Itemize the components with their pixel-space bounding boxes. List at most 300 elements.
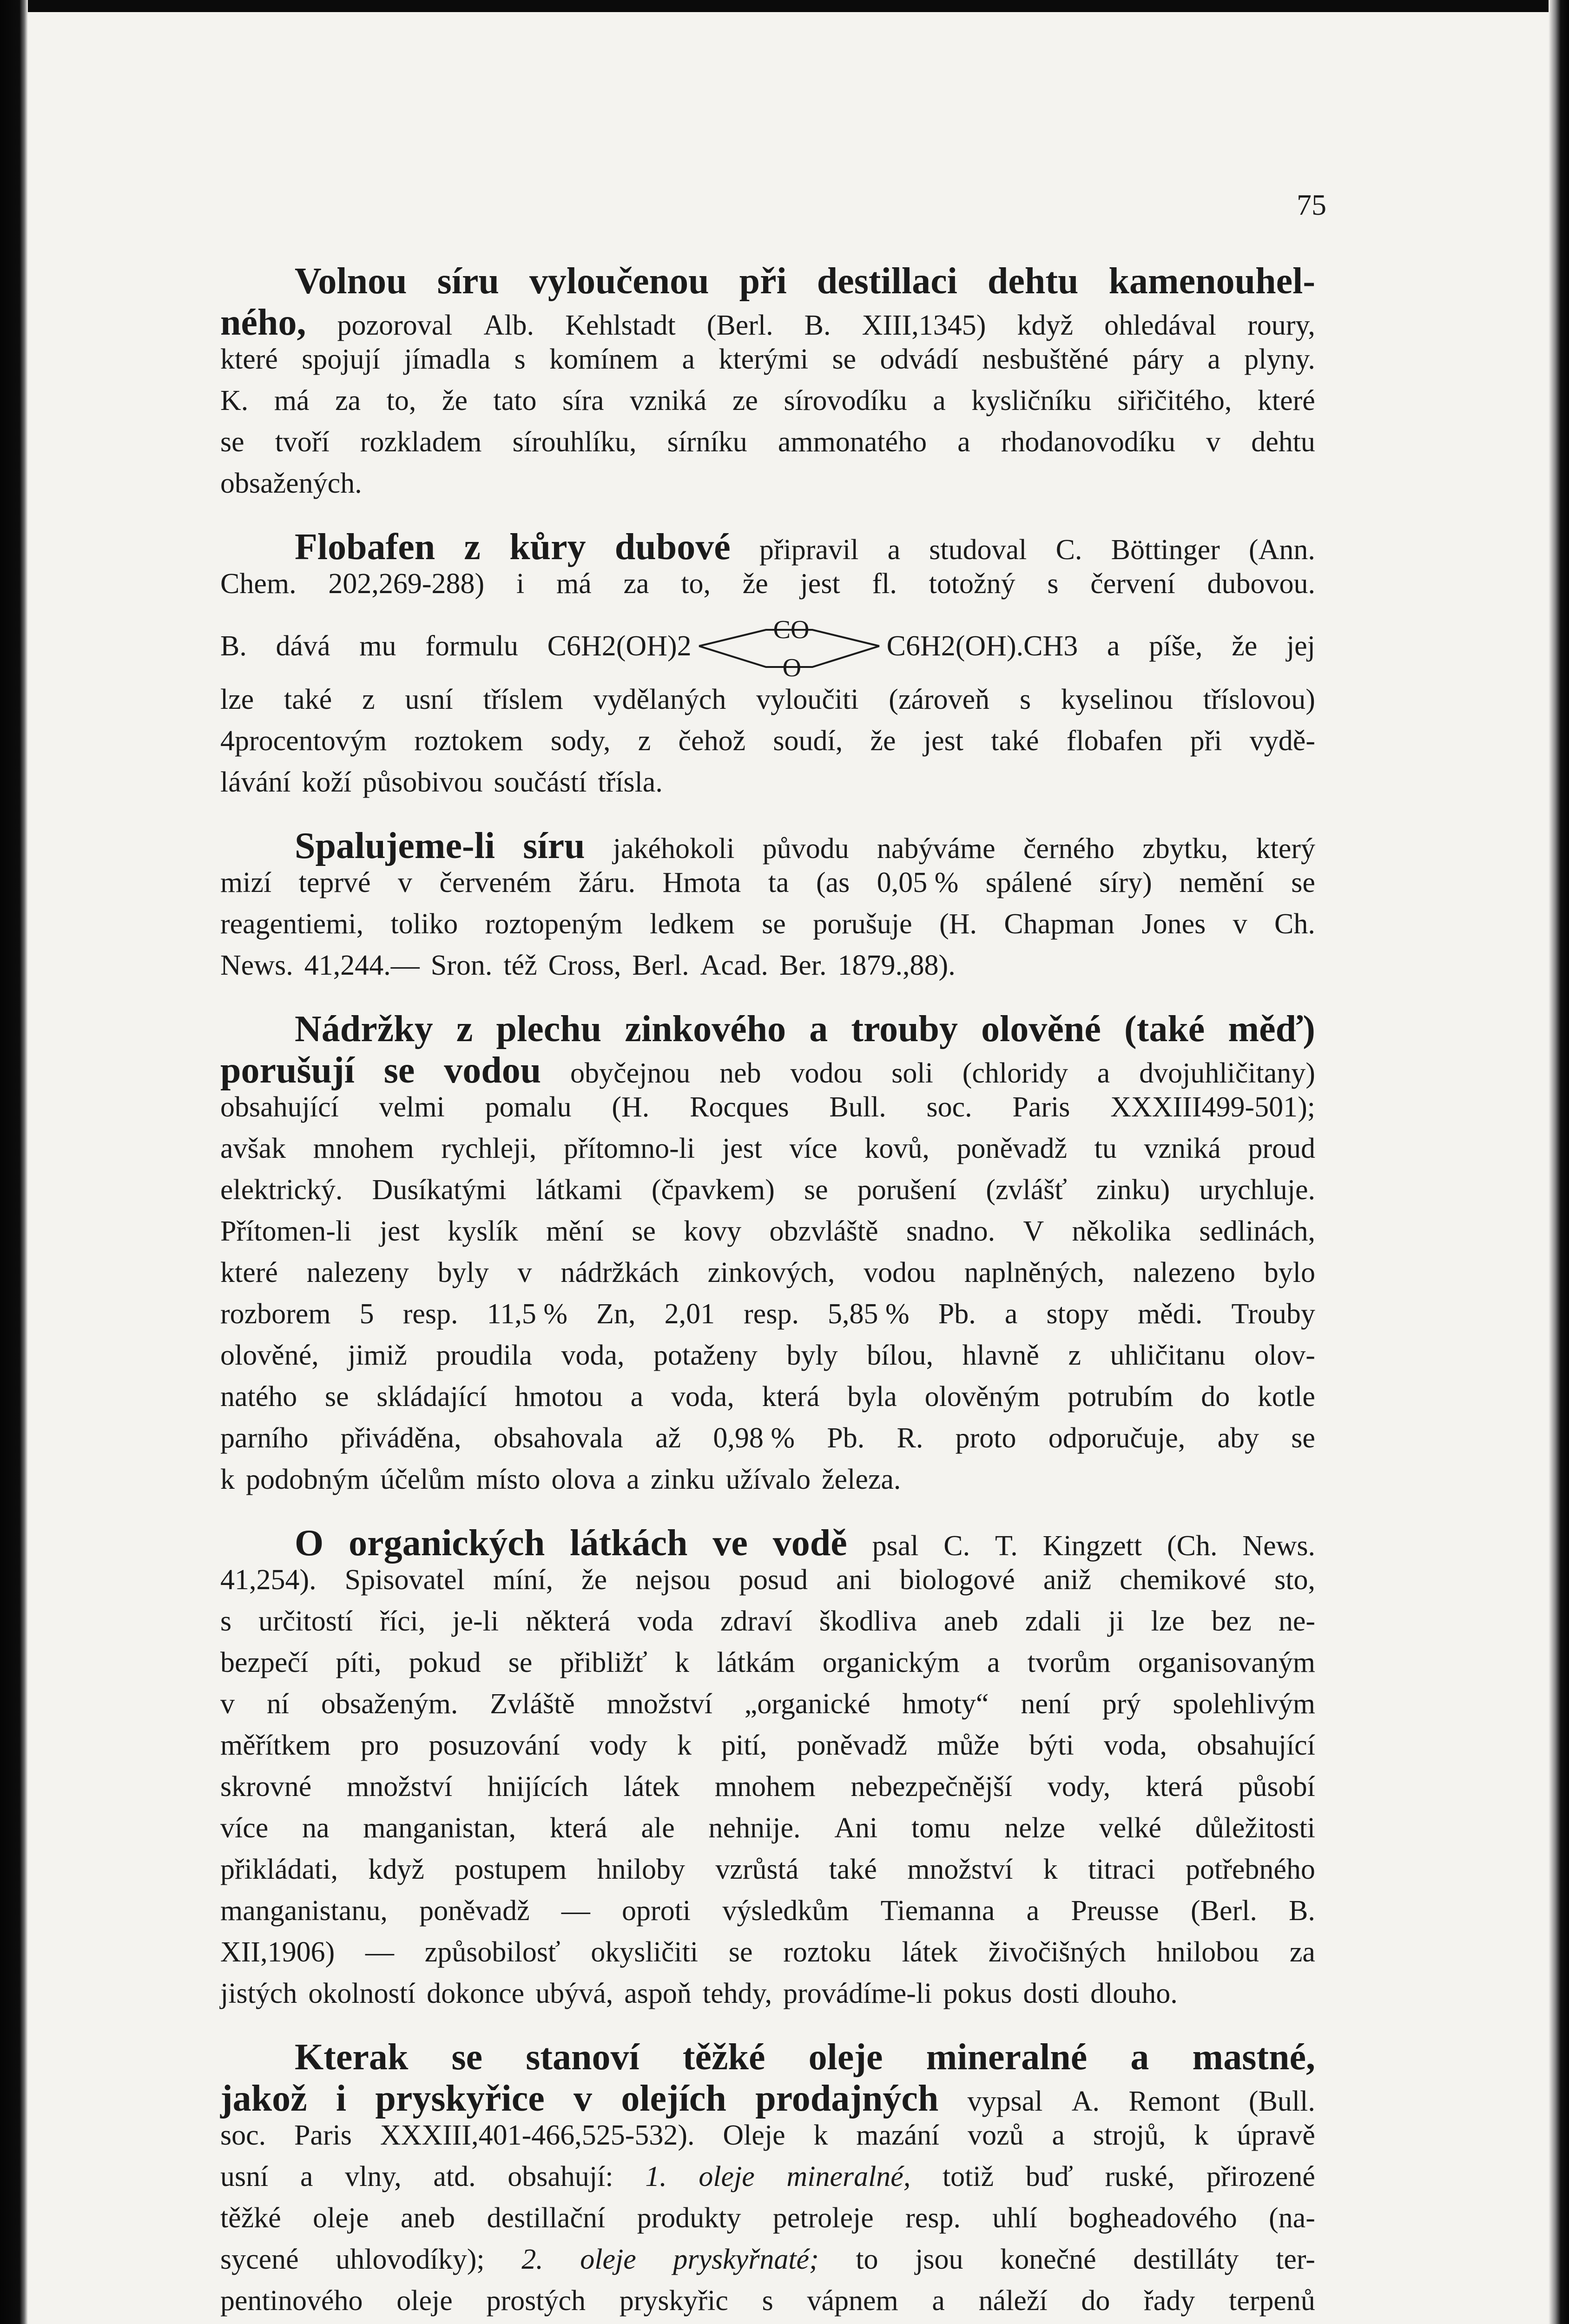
word: petroleje [772, 2202, 874, 2234]
word: čehož [678, 725, 746, 757]
heading-word: vodou [444, 1050, 541, 1091]
word: 11,5 % [487, 1298, 567, 1330]
word: pokus [943, 1978, 1012, 2009]
word: roztoku [783, 1936, 871, 1968]
word: nalezeno [1133, 1257, 1236, 1288]
word: měřítkem [220, 1730, 331, 1761]
word: (zvlášť [986, 1174, 1067, 1206]
word: sírníku [667, 426, 747, 458]
word: pentinového [220, 2285, 363, 2317]
word: voda, [671, 1381, 734, 1413]
word: 2. [521, 2244, 543, 2275]
word: pomalu [485, 1091, 572, 1123]
word: News. [1242, 1530, 1315, 1562]
word: organisovaným [1138, 1647, 1315, 1678]
word: ní [266, 1688, 290, 1720]
word: (na- [1269, 2202, 1315, 2234]
word: manganistanu, [220, 1895, 388, 1927]
word: se [832, 343, 857, 375]
word: spálené [985, 867, 1072, 898]
word: jistých [220, 1978, 297, 2009]
word: v [1206, 426, 1221, 458]
heading-word: dehtu [987, 261, 1079, 302]
heading-word: kamenouhel- [1108, 261, 1315, 302]
word: koží [302, 766, 352, 798]
word: skrovné [220, 1771, 312, 1802]
word: která [1145, 1771, 1203, 1802]
word: C. [943, 1530, 970, 1562]
page-number: 75 [1297, 188, 1326, 221]
text-line [220, 568, 1315, 609]
word: Chapman [1004, 908, 1115, 940]
word: titraci [1088, 1854, 1155, 1885]
word: kyselinou [1061, 684, 1173, 715]
heading-word: Volnou [295, 261, 407, 302]
formula-line [220, 609, 1315, 683]
word: byly [437, 1257, 489, 1288]
word: elektrický. [220, 1174, 343, 1206]
word: totiž [942, 2161, 994, 2192]
word: tu [1094, 1133, 1117, 1164]
scan-right-border [1549, 0, 1569, 2324]
word: červeném [439, 867, 552, 898]
word: 41,244.— [304, 950, 420, 981]
word: a [300, 2161, 313, 2192]
word: stopy [1046, 1298, 1109, 1330]
text-line [220, 1132, 1315, 1174]
word: která [762, 1381, 820, 1413]
word: Trouby [1231, 1298, 1315, 1330]
heading-word: Kterak [295, 2037, 409, 2078]
heading-word: (také [1124, 1009, 1205, 1050]
word: podobným [246, 1464, 369, 1495]
word: aniž [1043, 1564, 1092, 1596]
word: prostých [486, 2285, 586, 2317]
word: Přítomen-li [220, 1215, 352, 1247]
word: (Ann. [1248, 534, 1315, 566]
word: kyslík [448, 1215, 518, 1247]
word: živočišných [988, 1936, 1126, 1968]
word: za [335, 385, 361, 416]
paragraph-gap [220, 508, 1315, 526]
heading-word: stanoví [526, 2037, 639, 2078]
word: 0,05 % [877, 867, 959, 898]
word: několika [1072, 1215, 1172, 1247]
word: buď [1025, 2161, 1073, 2192]
heading-word: měď) [1228, 1009, 1315, 1050]
word: hnilobou [1156, 1936, 1259, 1968]
word: bílou, [867, 1340, 934, 1371]
word: ale [641, 1812, 675, 1844]
paragraph-gap [220, 990, 1315, 1008]
word: nelze [1004, 1812, 1065, 1844]
word: v [220, 1688, 235, 1720]
word: které [220, 343, 278, 375]
text-line [220, 467, 1315, 508]
word: vypsal [967, 2086, 1043, 2117]
word: přibližť [560, 1647, 647, 1678]
word: původu [762, 833, 849, 865]
word: vápnem [807, 2285, 898, 2317]
heading-word: dubové [614, 527, 731, 568]
word: skládající [376, 1381, 487, 1413]
word: náleží [978, 2285, 1048, 2317]
text-line [220, 1853, 1315, 1895]
word: nejsou [635, 1564, 711, 1596]
word: XXXIII499-501); [1110, 1091, 1315, 1123]
word: červení [1090, 568, 1175, 600]
word: resp. [402, 1298, 458, 1330]
text-line [220, 766, 1315, 807]
word: (čpavkem) [651, 1174, 775, 1206]
word: a [932, 2285, 945, 2317]
word: urychluje. [1199, 1174, 1315, 1206]
word: ze [732, 385, 758, 416]
word: (Berl. [1190, 1895, 1257, 1927]
word: studoval [929, 534, 1027, 566]
word: manganistan, [363, 1812, 516, 1844]
word: teprvé [298, 867, 371, 898]
word: se [632, 1215, 656, 1247]
word: poněvadž [419, 1895, 530, 1927]
word: voda, [1103, 1730, 1167, 1761]
word: přítomno-li [563, 1133, 695, 1164]
word: obsaženým. [321, 1688, 458, 1720]
word: destillační [487, 2202, 606, 2234]
heading-word: se [383, 1050, 415, 1091]
word: kysličníku [971, 385, 1092, 416]
word: 1. [645, 2161, 667, 2192]
word: kovy [684, 1215, 742, 1247]
word: se [220, 426, 244, 458]
heading-word: a [809, 1009, 828, 1050]
word: (as [816, 867, 850, 898]
word: býti [1029, 1730, 1074, 1761]
word: látkám [717, 1647, 795, 1678]
word: Kingzett [1042, 1530, 1142, 1562]
scan-left-border [0, 0, 28, 2324]
text-line [220, 683, 1315, 725]
word: a [630, 1381, 644, 1413]
heading-word: mastné, [1192, 2037, 1315, 2078]
paragraph-heading-line [220, 1522, 1315, 1564]
word: (zároveň [889, 684, 990, 715]
heading-word: destillaci [817, 261, 957, 302]
word: se [324, 1381, 349, 1413]
word: a [1026, 1895, 1040, 1927]
word: síry) [1099, 867, 1152, 898]
word: hnijících [487, 1771, 588, 1802]
word: užívalo [725, 1464, 811, 1495]
word: voda [637, 1605, 693, 1637]
word: posuzování [429, 1730, 560, 1761]
word: rhodanovodíku [1001, 426, 1176, 458]
word: vzrůstá [715, 1854, 799, 1885]
word: Ch. [1274, 908, 1315, 940]
word: dubovou. [1207, 568, 1315, 600]
word: z [638, 725, 651, 757]
word: zinkových, [707, 1257, 835, 1288]
word: látek [623, 1771, 680, 1802]
word: sírovodíku [784, 385, 907, 416]
word: působivou [363, 766, 483, 798]
word: mědi. [1137, 1298, 1203, 1330]
word: nesbuštěné [982, 343, 1109, 375]
word: černého [1023, 833, 1115, 865]
word: zbytku, [1142, 833, 1228, 865]
word: kotle [1257, 1381, 1315, 1413]
word: že [870, 725, 896, 757]
word: Cross, [548, 950, 621, 981]
word: tříslem [483, 684, 563, 715]
word: terpenů [1229, 2285, 1315, 2317]
word: strojů, [1093, 2119, 1166, 2151]
word: v [398, 867, 413, 898]
word: plyny. [1244, 343, 1315, 375]
heading-word: ného, [220, 302, 306, 343]
word: (chloridy [962, 1057, 1068, 1089]
text-line [220, 1463, 1315, 1505]
word: usní [220, 2161, 269, 2192]
text-line [220, 1936, 1315, 1977]
word: Zn, [596, 1298, 636, 1330]
word: 5,85 % [828, 1298, 910, 1330]
word: úpravě [1237, 2119, 1315, 2151]
word: Dusíkatými [372, 1174, 507, 1206]
word: potrubím [1068, 1381, 1173, 1413]
word: mu [359, 630, 396, 662]
word: siřičitého, [1117, 385, 1232, 416]
word: dlouho. [1090, 1978, 1178, 2009]
word: Rocques [690, 1091, 789, 1123]
word: Kehlstadt [565, 310, 676, 341]
word: do [1081, 2285, 1110, 2317]
word: vodou [790, 1057, 863, 1089]
text-line [220, 1091, 1315, 1132]
word: také [829, 1854, 877, 1885]
word: soudí, [773, 725, 843, 757]
word: škodliva [819, 1605, 917, 1637]
word: formulu [425, 630, 518, 662]
word: B. [220, 630, 247, 662]
word: mění [546, 1215, 604, 1247]
text-line [220, 2202, 1315, 2243]
word: řady [1144, 2285, 1195, 2317]
text-line [220, 1729, 1315, 1770]
word: mnohem [313, 1133, 414, 1164]
paragraph-gap [220, 807, 1315, 825]
word: jímadla [404, 343, 491, 375]
heading-word: porušují [220, 1050, 355, 1091]
word: Zvláště [490, 1688, 575, 1720]
word: olověným [924, 1381, 1040, 1413]
word: uhlí [992, 2202, 1037, 2234]
word: psal [872, 1530, 919, 1562]
word: Acad. [700, 950, 768, 981]
word: zinku [650, 1464, 715, 1495]
word: naplněných, [964, 1257, 1105, 1288]
word: z [1068, 1340, 1081, 1371]
word: Sron. [430, 950, 493, 981]
word: ubývá, [535, 1978, 613, 2009]
word: dokonce [427, 1978, 525, 2009]
word: Chem. [220, 568, 297, 600]
word: Pb. [938, 1298, 976, 1330]
word: může [937, 1730, 1000, 1761]
word: z [362, 684, 375, 715]
word: též [503, 950, 537, 981]
word: dává [276, 630, 330, 662]
text-line [220, 1339, 1315, 1380]
word: organickým [822, 1647, 960, 1678]
word: konečné [1000, 2244, 1096, 2275]
word: C. [1055, 534, 1082, 566]
text-line [220, 302, 1315, 343]
word: zinku) [1096, 1174, 1170, 1206]
word: prý [1102, 1688, 1141, 1720]
word: kovů, [864, 1133, 930, 1164]
word: 5 [359, 1298, 374, 1330]
heading-word: kůry [509, 527, 586, 568]
word: ta [768, 867, 789, 898]
word: tomu [911, 1812, 971, 1844]
word: oleje [313, 2202, 369, 2234]
word: roztopeným [485, 908, 623, 940]
word: R. [897, 1422, 923, 1454]
heading-word: síru [523, 825, 585, 866]
word: 202,269-288) [328, 568, 485, 600]
heading-word: zinkového [625, 1009, 786, 1050]
word: která [549, 1812, 607, 1844]
word: ohledával [1104, 310, 1217, 341]
word: obsahující [1197, 1730, 1315, 1761]
word: s [514, 343, 526, 375]
word: oleje [580, 2244, 636, 2275]
heading-word: O [295, 1523, 324, 1564]
word: pro [360, 1730, 399, 1761]
text-line [220, 1770, 1315, 1812]
word: (Berl. [706, 310, 773, 341]
word: velké [1099, 1812, 1161, 1844]
word: Ani [834, 1812, 878, 1844]
word: to, [681, 568, 711, 600]
word: který [1256, 833, 1315, 865]
word: obsažených. [220, 468, 362, 499]
word: atd. [433, 2161, 476, 2192]
word: jsou [915, 2244, 963, 2275]
paragraph-gap [220, 2019, 1315, 2036]
word: nádržkách [560, 1257, 679, 1288]
text-line [220, 2243, 1315, 2284]
word: a [957, 426, 970, 458]
heading-word: trouby [851, 1009, 958, 1050]
heading-word: organických [349, 1523, 545, 1564]
word: proudila [436, 1340, 532, 1371]
word: vody, [1047, 1771, 1111, 1802]
word: News. [220, 950, 293, 981]
word: natého [220, 1381, 297, 1413]
word: obzvláště [769, 1215, 878, 1247]
word: těžké [220, 2202, 281, 2234]
text-line [220, 1646, 1315, 1688]
word: dosti [1023, 1978, 1080, 2009]
word: rozborem [220, 1298, 331, 1330]
heading-word: Flobafen [295, 527, 435, 568]
word: ani [836, 1564, 871, 1596]
word: to, [386, 385, 416, 416]
word: A. [1071, 2086, 1100, 2117]
word: aneb [401, 2202, 455, 2234]
word: nemění [1179, 867, 1264, 898]
text-line [220, 949, 1315, 990]
word: pryskyřic [619, 2285, 728, 2317]
text-line [220, 2078, 1315, 2119]
word: a [1052, 2119, 1065, 2151]
word: Alb. [483, 310, 534, 341]
heading-word: oleje [808, 2037, 883, 2078]
formula-left-group: C6H2(OH)2 [547, 630, 692, 662]
text-line [220, 343, 1315, 384]
word: Tiemanna [880, 1895, 995, 1927]
word: vydělaných [593, 684, 726, 715]
word: látek [902, 1936, 958, 1968]
word: poněvadž [956, 1133, 1068, 1164]
word: přikládati, [220, 1854, 338, 1885]
word: se [762, 908, 786, 940]
word: 1879.,88). [837, 950, 956, 981]
word: říci, [380, 1605, 426, 1637]
word: i [516, 568, 525, 600]
word: působí [1238, 1771, 1315, 1802]
word: vzniká [1144, 1133, 1221, 1164]
word: které [220, 1257, 278, 1288]
word: vodou [864, 1257, 936, 1288]
word: vlny, [345, 2161, 402, 2192]
bridge-o: O [782, 654, 802, 682]
heading-word: olověné [981, 1009, 1101, 1050]
word: uhličitanu [1110, 1340, 1226, 1371]
word: kterými [719, 343, 809, 375]
heading-word: se [451, 2037, 483, 2078]
word: usní [405, 684, 453, 715]
word: aby [1217, 1422, 1259, 1454]
word: bezpečí [220, 1647, 309, 1678]
word: se [1291, 1422, 1315, 1454]
word: že [581, 1564, 607, 1596]
bridge-co: CO [773, 615, 810, 644]
word: a [933, 385, 946, 416]
text-line [220, 1605, 1315, 1646]
word: 41,254). [220, 1564, 316, 1596]
word: ne- [1278, 1605, 1315, 1637]
word: Berl. [632, 950, 689, 981]
word: byly [786, 1340, 838, 1371]
word: XII,1906) [220, 1936, 335, 1968]
word: až [655, 1422, 681, 1454]
word: destilláty [1133, 2244, 1239, 2275]
word: v [1233, 908, 1247, 940]
word: soli [891, 1057, 933, 1089]
word: žáru. [578, 867, 636, 898]
word: více [789, 1133, 837, 1164]
heading-word: pryskyřice [375, 2078, 545, 2119]
word: jest [800, 568, 840, 600]
heading-word: z [464, 527, 481, 568]
word: soc. [220, 2119, 266, 2151]
word: bylo [1264, 1257, 1315, 1288]
word: s [762, 2285, 773, 2317]
heading-word: mineralné [926, 2037, 1088, 2078]
